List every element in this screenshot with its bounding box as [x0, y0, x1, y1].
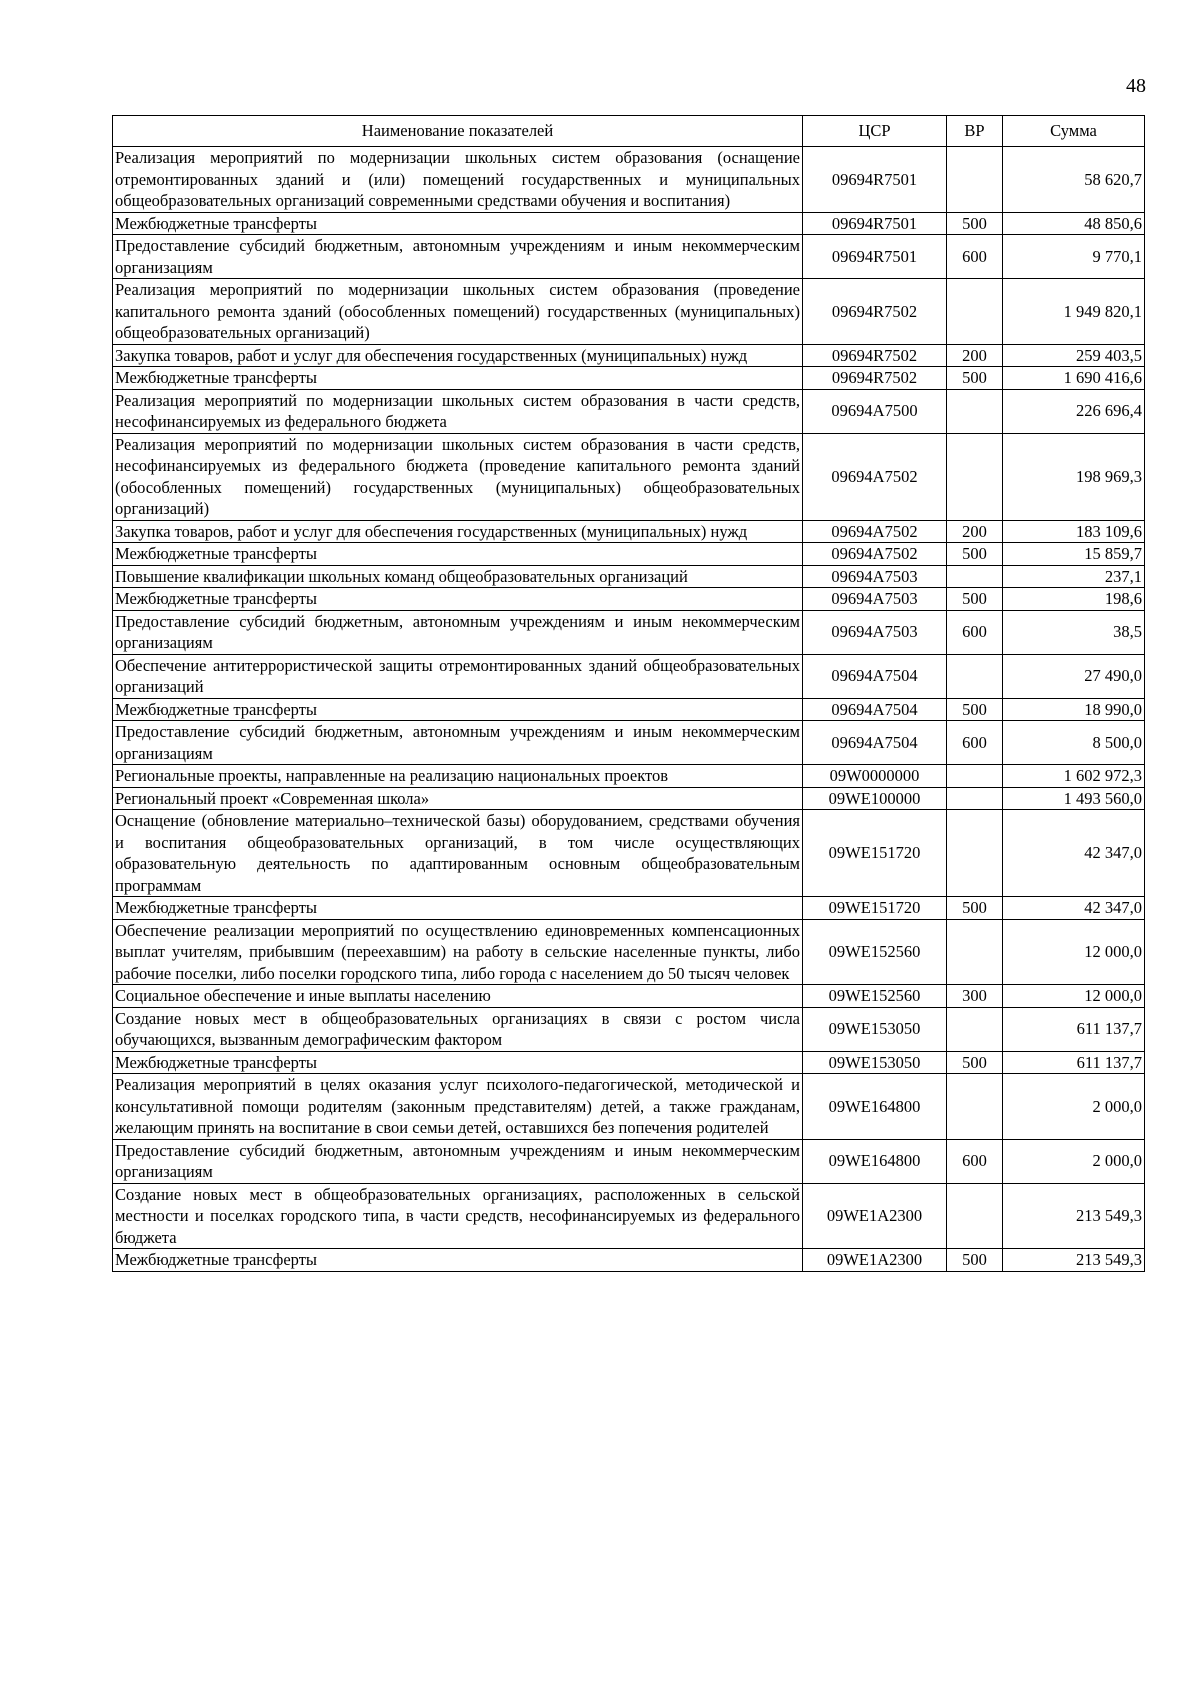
- cell-csr: 09694A7503: [803, 588, 947, 611]
- cell-name: Предоставление субсидий бюджетным, автономным учреждениям и иным некоммерческим организациям: [113, 1139, 803, 1183]
- cell-vr: 500: [947, 367, 1003, 390]
- cell-vr: 500: [947, 897, 1003, 920]
- cell-name: Закупка товаров, работ и услуг для обеспечения государственных (муниципальных) нужд: [113, 344, 803, 367]
- cell-csr: 09WE1A2300: [803, 1183, 947, 1249]
- cell-csr: 09WE151720: [803, 810, 947, 897]
- cell-vr: [947, 919, 1003, 985]
- cell-name: Предоставление субсидий бюджетным, автономным учреждениям и иным некоммерческим организациям: [113, 235, 803, 279]
- table-row: [113, 698, 1145, 721]
- cell-csr: 09WE153050: [803, 1051, 947, 1074]
- cell-vr: 600: [947, 1139, 1003, 1183]
- cell-csr: 09WE100000: [803, 787, 947, 810]
- cell-sum: 12 000,0: [1003, 985, 1145, 1008]
- cell-vr: 500: [947, 1249, 1003, 1272]
- table-row: [113, 765, 1145, 788]
- table-row: [113, 721, 1145, 765]
- cell-csr: 09694A7503: [803, 610, 947, 654]
- table-row: [113, 787, 1145, 810]
- cell-name: Межбюджетные трансферты: [113, 367, 803, 390]
- header-name: Наименование показателей: [113, 116, 803, 147]
- table-row: [113, 919, 1145, 985]
- cell-csr: 09WE164800: [803, 1139, 947, 1183]
- table-row: [113, 212, 1145, 235]
- cell-sum: 226 696,4: [1003, 389, 1145, 433]
- cell-name: Межбюджетные трансферты: [113, 212, 803, 235]
- cell-csr: 09WE152560: [803, 985, 947, 1008]
- table-row: [113, 897, 1145, 920]
- header-sum: Сумма: [1003, 116, 1145, 147]
- cell-csr: 09WE1A2300: [803, 1249, 947, 1272]
- cell-name: Создание новых мест в общеобразовательных организациях, расположенных в сельской местности и поселках городского типа, в части средств, несофинансируемых из федерального бюджета: [113, 1183, 803, 1249]
- cell-name: Межбюджетные трансферты: [113, 698, 803, 721]
- table-row: [113, 389, 1145, 433]
- cell-sum: 42 347,0: [1003, 810, 1145, 897]
- cell-name: Региональный проект «Современная школа»: [113, 787, 803, 810]
- table-row: [113, 810, 1145, 897]
- cell-name: Предоставление субсидий бюджетным, автономным учреждениям и иным некоммерческим организациям: [113, 721, 803, 765]
- header-csr: ЦСР: [803, 116, 947, 147]
- cell-name: Межбюджетные трансферты: [113, 588, 803, 611]
- cell-vr: 600: [947, 235, 1003, 279]
- table-row: [113, 433, 1145, 520]
- cell-sum: 12 000,0: [1003, 919, 1145, 985]
- cell-vr: [947, 765, 1003, 788]
- cell-sum: 611 137,7: [1003, 1007, 1145, 1051]
- cell-vr: [947, 279, 1003, 345]
- cell-name: Реализация мероприятий по модернизации школьных систем образования (проведение капитального ремонта зданий (обособленных помещений) государственных (муниципальных) общеобразовательных организаций): [113, 279, 803, 345]
- cell-name: Межбюджетные трансферты: [113, 897, 803, 920]
- cell-sum: 2 000,0: [1003, 1074, 1145, 1140]
- table-row: [113, 147, 1145, 213]
- cell-sum: 9 770,1: [1003, 235, 1145, 279]
- cell-name: Межбюджетные трансферты: [113, 1249, 803, 1272]
- cell-sum: 1 949 820,1: [1003, 279, 1145, 345]
- cell-csr: 09694R7502: [803, 344, 947, 367]
- cell-vr: 200: [947, 344, 1003, 367]
- table-row: [113, 588, 1145, 611]
- cell-sum: 42 347,0: [1003, 897, 1145, 920]
- cell-sum: 237,1: [1003, 565, 1145, 588]
- cell-vr: 500: [947, 212, 1003, 235]
- table-row: [113, 1183, 1145, 1249]
- table-row: [113, 1007, 1145, 1051]
- cell-csr: 09694A7502: [803, 543, 947, 566]
- cell-vr: [947, 147, 1003, 213]
- budget-table: [112, 115, 1145, 1272]
- cell-name: Региональные проекты, направленные на реализацию национальных проектов: [113, 765, 803, 788]
- table-row: [113, 235, 1145, 279]
- header-vr: ВР: [947, 116, 1003, 147]
- cell-name: Обеспечение реализации мероприятий по осуществлению единовременных компенсационных выплат учителям, прибывшим (переехавшим) на работу в сельские населенные пункты, либо рабочие поселки, либо поселки городского типа, либо города с населением до 50 тысяч человек: [113, 919, 803, 985]
- cell-sum: 1 690 416,6: [1003, 367, 1145, 390]
- cell-csr: 09694R7502: [803, 279, 947, 345]
- cell-name: Межбюджетные трансферты: [113, 1051, 803, 1074]
- cell-name: Оснащение (обновление материально–технической базы) оборудованием, средствами обучения и воспитания общеобразовательных организаций, в том числе осуществляющих образовательную деятельность по адаптированным основным общеобразовательным программам: [113, 810, 803, 897]
- cell-name: Реализация мероприятий по модернизации школьных систем образования в части средств, несофинансируемых из федерального бюджета: [113, 389, 803, 433]
- table-row: [113, 1074, 1145, 1140]
- cell-vr: [947, 1007, 1003, 1051]
- cell-csr: 09WE151720: [803, 897, 947, 920]
- cell-name: Социальное обеспечение и иные выплаты населению: [113, 985, 803, 1008]
- cell-csr: 09694A7504: [803, 698, 947, 721]
- cell-vr: [947, 810, 1003, 897]
- cell-sum: 1 602 972,3: [1003, 765, 1145, 788]
- cell-sum: 48 850,6: [1003, 212, 1145, 235]
- cell-vr: 500: [947, 1051, 1003, 1074]
- table-header: [113, 116, 1145, 147]
- table-row: [113, 654, 1145, 698]
- cell-csr: 09694A7502: [803, 520, 947, 543]
- cell-csr: 09WE164800: [803, 1074, 947, 1140]
- table-row: [113, 279, 1145, 345]
- cell-vr: [947, 1183, 1003, 1249]
- cell-vr: [947, 1074, 1003, 1140]
- cell-sum: 259 403,5: [1003, 344, 1145, 367]
- cell-sum: 15 859,7: [1003, 543, 1145, 566]
- cell-csr: 09694R7502: [803, 367, 947, 390]
- cell-sum: 213 549,3: [1003, 1183, 1145, 1249]
- cell-vr: 500: [947, 698, 1003, 721]
- header-row: [113, 116, 1145, 147]
- table-row: [113, 1249, 1145, 1272]
- cell-name: Создание новых мест в общеобразовательных организациях в связи с ростом числа обучающихся, вызванным демографическим фактором: [113, 1007, 803, 1051]
- cell-sum: 2 000,0: [1003, 1139, 1145, 1183]
- cell-sum: 8 500,0: [1003, 721, 1145, 765]
- cell-vr: 500: [947, 588, 1003, 611]
- table-row: [113, 367, 1145, 390]
- cell-vr: 300: [947, 985, 1003, 1008]
- cell-vr: [947, 433, 1003, 520]
- table-row: [113, 344, 1145, 367]
- table-row: [113, 520, 1145, 543]
- cell-csr: 09694R7501: [803, 212, 947, 235]
- cell-name: Реализация мероприятий по модернизации школьных систем образования в части средств, несофинансируемых из федерального бюджета (проведение капитального ремонта зданий (обособленных помещений) государственных (муниципальных) общеобразовательных организаций): [113, 433, 803, 520]
- cell-sum: 213 549,3: [1003, 1249, 1145, 1272]
- cell-name: Межбюджетные трансферты: [113, 543, 803, 566]
- cell-sum: 18 990,0: [1003, 698, 1145, 721]
- cell-vr: 500: [947, 543, 1003, 566]
- cell-vr: 200: [947, 520, 1003, 543]
- cell-csr: 09694A7502: [803, 433, 947, 520]
- table-row: [113, 543, 1145, 566]
- cell-csr: 09W0000000: [803, 765, 947, 788]
- cell-vr: [947, 565, 1003, 588]
- cell-csr: 09694R7501: [803, 235, 947, 279]
- cell-csr: 09694A7504: [803, 654, 947, 698]
- cell-name: Обеспечение антитеррористической защиты отремонтированных зданий общеобразовательных организаций: [113, 654, 803, 698]
- table-row: [113, 1051, 1145, 1074]
- cell-vr: 600: [947, 721, 1003, 765]
- cell-csr: 09WE152560: [803, 919, 947, 985]
- cell-name: Реализация мероприятий по модернизации школьных систем образования (оснащение отремонтированных зданий и (или) помещений государственных и муниципальных общеобразовательных организаций современными средствами обучения и воспитания): [113, 147, 803, 213]
- cell-sum: 27 490,0: [1003, 654, 1145, 698]
- page-number: 48: [1126, 75, 1146, 97]
- cell-csr: 09694A7504: [803, 721, 947, 765]
- cell-vr: [947, 654, 1003, 698]
- cell-name: Повышение квалификации школьных команд общеобразовательных организаций: [113, 565, 803, 588]
- cell-name: Закупка товаров, работ и услуг для обеспечения государственных (муниципальных) нужд: [113, 520, 803, 543]
- cell-name: Реализация мероприятий в целях оказания услуг психолого-педагогической, методической и консультативной помощи родителям (законным представителям) детей, а также гражданам, желающим принять на воспитание в свои семьи детей, оставшихся без попечения родителей: [113, 1074, 803, 1140]
- cell-vr: [947, 389, 1003, 433]
- cell-vr: 600: [947, 610, 1003, 654]
- cell-sum: 1 493 560,0: [1003, 787, 1145, 810]
- table-row: [113, 565, 1145, 588]
- table-row: [113, 1139, 1145, 1183]
- cell-csr: 09694A7500: [803, 389, 947, 433]
- cell-vr: [947, 787, 1003, 810]
- table-body: [113, 147, 1145, 1272]
- cell-sum: 183 109,6: [1003, 520, 1145, 543]
- cell-sum: 58 620,7: [1003, 147, 1145, 213]
- table-row: [113, 610, 1145, 654]
- cell-csr: 09WE153050: [803, 1007, 947, 1051]
- cell-csr: 09694A7503: [803, 565, 947, 588]
- cell-sum: 38,5: [1003, 610, 1145, 654]
- cell-sum: 611 137,7: [1003, 1051, 1145, 1074]
- cell-sum: 198 969,3: [1003, 433, 1145, 520]
- cell-csr: 09694R7501: [803, 147, 947, 213]
- cell-sum: 198,6: [1003, 588, 1145, 611]
- table-row: [113, 985, 1145, 1008]
- cell-name: Предоставление субсидий бюджетным, автономным учреждениям и иным некоммерческим организациям: [113, 610, 803, 654]
